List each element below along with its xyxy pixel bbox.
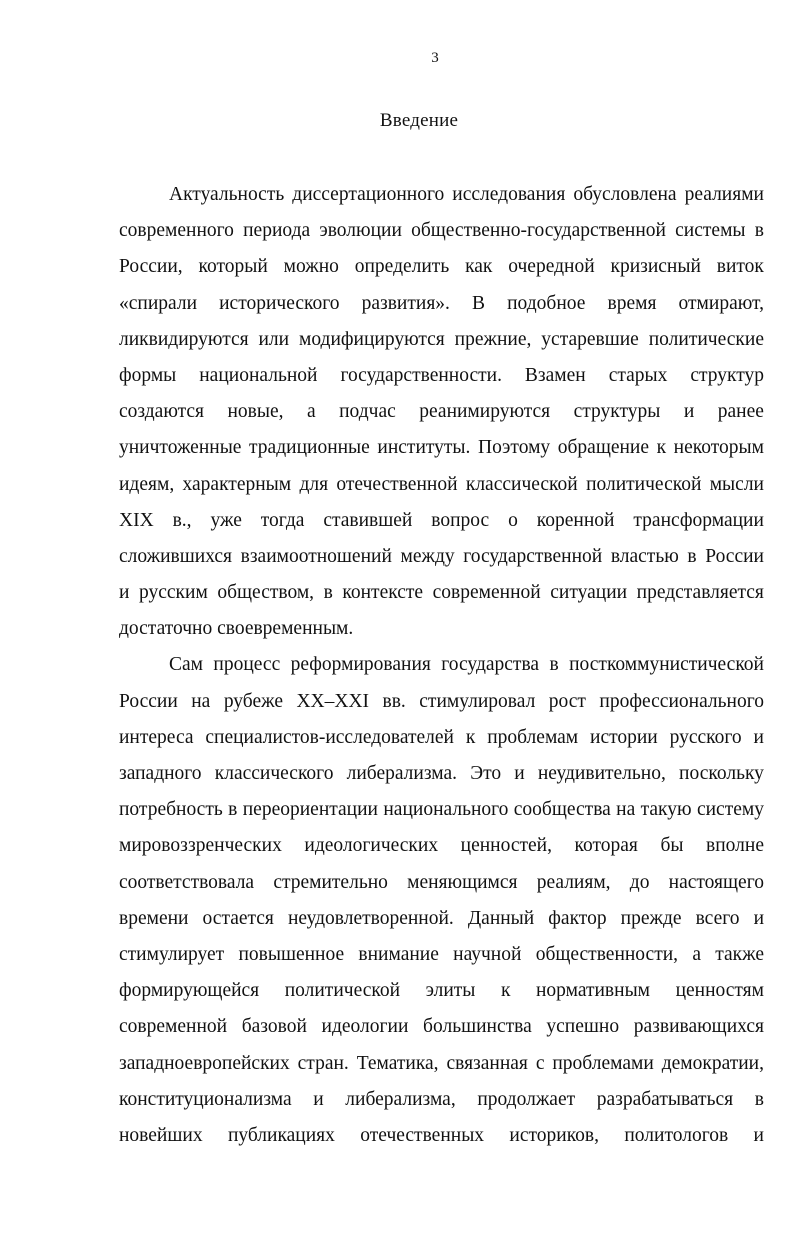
text-line: западного классического либерализма. Это и неудивительно, поскольку [119,763,764,784]
text-line: сложившихся взаимоотношений между государственной властью в России [119,545,764,567]
text-line: XIX в., уже тогда ставившей вопрос о коренной трансформации [119,509,764,531]
page-number: 3 [431,50,439,66]
text-line: достаточно своевременным. [119,618,354,640]
section-heading: Введение [379,110,459,131]
text-line: мировоззренческих идеологических ценностей, которая бы вполне [119,835,764,857]
text-line: конституционализма и либерализма, продолжает разрабатываться в [119,1088,764,1110]
text-line: формирующейся политической элиты к нормативным ценностям [119,980,764,1002]
text-line: России, который можно определить как очередной кризисный виток [119,256,764,278]
paragraph [119,177,764,647]
text-line: идеям, характерным для отечественной классической политической мысли [119,473,764,495]
text-line: России на рубеже XX–XXI вв. стимулировал рост профессионального [119,690,764,712]
text-line: потребность в переориентации национального сообщества на такую систему [119,799,764,821]
text-line: стимулирует повышенное внимание научной общественности, а также [119,943,764,965]
text-line: ликвидируются или модифицируются прежние, устаревшие политические [119,328,764,350]
body-text [119,177,764,1154]
text-line: западноевропейских стран. Тематика, связанная с проблемами демократии, [119,1052,764,1074]
text-line: формы национальной государственности. Взамен старых структур [119,364,764,386]
text-line: соответствовала стремительно меняющимся реалиям, до настоящего [119,871,764,893]
text-line: и русским обществом, в контексте современной ситуации представляется [119,582,764,604]
paragraph-container [119,177,764,1154]
text-line: Сам процесс реформирования государства в посткоммунистической [169,654,764,676]
text-line: Актуальность диссертационного исследования обусловлена реалиями [169,184,764,205]
text-line: новейших публикациях отечественных историков, политологов и [119,1124,764,1146]
text-line: времени остается неудовлетворенной. Данный фактор прежде всего и [119,907,764,929]
text-line: уничтоженные традиционные институты. Поэтому обращение к некоторым [119,437,764,459]
text-line: современного периода эволюции общественно-государственной системы в [119,220,764,242]
text-line: современной базовой идеологии большинства успешно развивающихся [119,1016,764,1038]
text-line: «спирали исторического развития». В подобное время отмирают, [119,292,764,314]
paragraph [119,647,764,1154]
text-line: создаются новые, а подчас реанимируются структуры и ранее [119,401,764,423]
text-line: интереса специалистов-исследователей к проблемам истории русского и [119,726,764,748]
